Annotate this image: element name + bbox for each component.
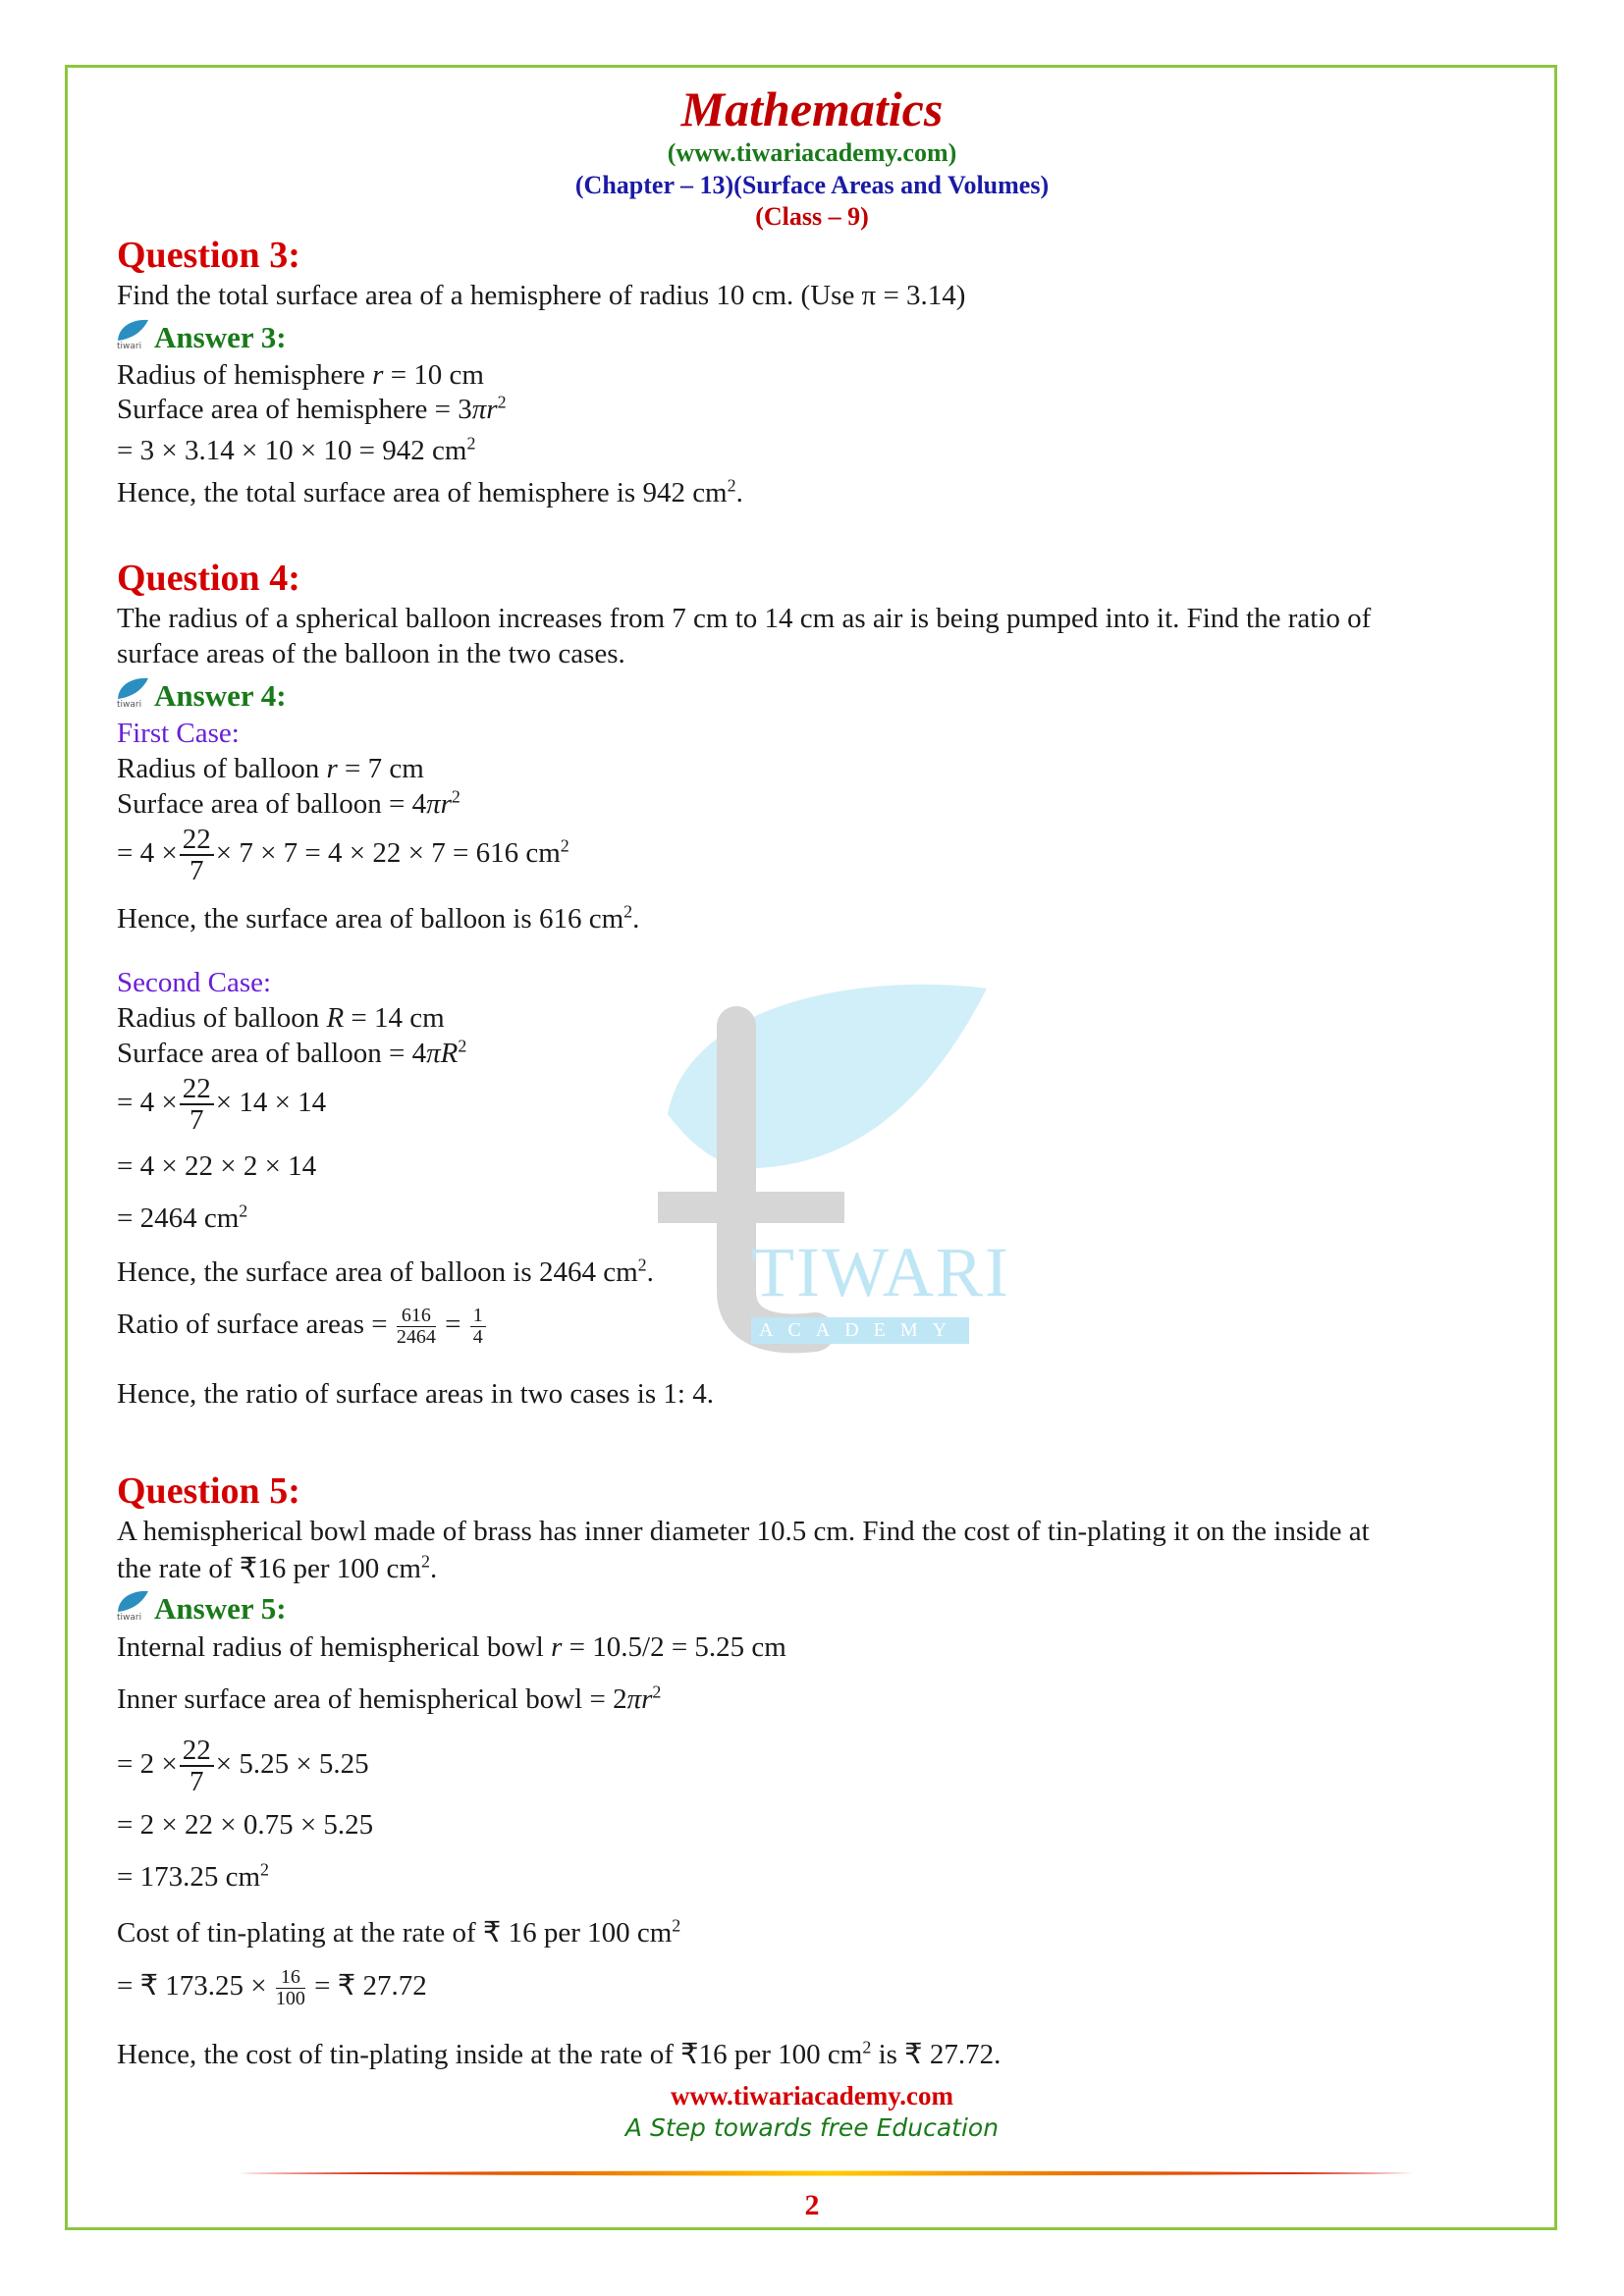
page-title: Mathematics — [680, 81, 944, 136]
answer-4-conclusion: Hence, the ratio of surface areas in two cases is 1: 4. — [117, 1378, 714, 1410]
question-5-text-line-2: the rate of ₹16 per 100 $cm^2$. — [117, 1551, 438, 1584]
second-case-line-2: Surface area of balloon = $4\pi R^2$ — [117, 1036, 467, 1069]
header-chapter: (Chapter – 13)(Surface Areas and Volumes) — [574, 171, 1050, 199]
question-4-heading: Question 4: — [117, 558, 300, 599]
page-number: 2 — [804, 2189, 820, 2221]
answer-5-line-5: = 173.25 $cm^2$ — [117, 1859, 270, 1893]
second-case-line-3: = 4 × $\frac{22}{7}$ × 14 × 14 — [117, 1073, 327, 1137]
answer-5-line-1: Internal radius of hemispherical bowl r = 10.5/2 = 5.25 cm — [117, 1631, 786, 1663]
answer-5-line-4: = 2 × 22 × 0.75 × 5.25 — [117, 1809, 374, 1841]
svg-text:tiwari: tiwari — [117, 1613, 142, 1622]
fraction: $\frac{22}{7}$ — [180, 825, 214, 886]
first-case-line-1: Radius of balloon r = 7 cm — [117, 753, 424, 784]
answer-5-line-2: Inner surface area of hemispherical bowl = $2\pi r^2$ — [117, 1682, 662, 1715]
watermark-sub: ACADEMY — [751, 1317, 969, 1344]
answer-5-heading: Answer 5: — [154, 1591, 287, 1626]
answer-5-line-3: = 2 × $\frac{22}{7}$ × 5.25 × 5.25 — [117, 1735, 369, 1798]
header-class: (Class – 9) — [755, 202, 869, 231]
tiwari-leaf-icon — [115, 675, 150, 709]
tiwari-leaf-icon — [115, 1588, 150, 1622]
watermark-brand: TIWARI — [751, 1233, 1010, 1311]
question-5-heading: Question 5: — [117, 1470, 300, 1512]
ratio-line: Ratio of surface areas = $\frac{616}{2464}$ = $\frac{1}{4}$ — [117, 1306, 488, 1348]
footer-divider — [239, 2169, 1413, 2177]
footer-tagline: A Step towards free Education — [624, 2113, 1000, 2142]
answer-5-line-7: = ₹ 173.25 × $\frac{16}{100}$ = ₹ 27.72 — [117, 1966, 427, 2009]
svg-text:tiwari: tiwari — [117, 342, 142, 350]
first-case-line-4: Hence, the surface area of balloon is 616 $cm^2$. — [117, 901, 640, 934]
first-case-label: First Case: — [117, 718, 240, 749]
tiwari-leaf-icon — [115, 317, 150, 350]
question-3-text: Find the total surface area of a hemisphere of radius 10 cm. (Use π = 3.14) — [117, 280, 966, 311]
fraction: $\frac{22}{7}$ — [180, 1074, 214, 1136]
question-3-heading: Question 3: — [117, 235, 300, 276]
header-website: (www.tiwariacademy.com) — [667, 138, 957, 167]
second-case-line-5: = 2464 $cm^2$ — [117, 1201, 248, 1234]
svg-text:tiwari: tiwari — [117, 700, 142, 709]
fraction: $\frac{22}{7}$ — [180, 1735, 214, 1797]
second-case-line-4: = 4 × 22 × 2 × 14 — [117, 1150, 317, 1182]
answer-3-line-4: Hence, the total surface area of hemisphere is 942 $cm^2$. — [117, 475, 743, 508]
question-5-text-line-1: A hemispherical bowl made of brass has inner diameter 10.5 cm. Find the cost of tin-plating it on the inside at — [117, 1516, 1370, 1547]
first-case-line-3: = 4 × $\frac{22}{7}$ × 7 × 7 = 4 × 22 × 7 = 616 $cm^2$ — [117, 824, 569, 887]
answer-3-line-1: Radius of hemisphere r = 10 cm — [117, 359, 484, 391]
footer-website-link[interactable]: www.tiwariacademy.com — [671, 2081, 953, 2110]
answer-4-heading: Answer 4: — [154, 678, 287, 713]
second-case-line-1: Radius of balloon R = 14 cm — [117, 1002, 445, 1034]
answer-3-line-2: Surface area of hemisphere = $3\pi r^2$ — [117, 392, 507, 425]
answer-5-line-6: Cost of tin-plating at the rate of ₹ 16 per 100 $cm^2$ — [117, 1915, 681, 1949]
second-case-line-6: Hence, the surface area of balloon is 2464 $cm^2$. — [117, 1255, 654, 1288]
second-case-label: Second Case: — [117, 967, 272, 998]
answer-3-heading: Answer 3: — [154, 320, 287, 354]
question-4-text-line-2: surface areas of the balloon in the two cases. — [117, 638, 625, 669]
answer-5-line-8: Hence, the cost of tin-plating inside at the rate of ₹16 per 100 $cm^2$ is ₹ 27.72. — [117, 2037, 1001, 2070]
question-4-text-line-1: The radius of a spherical balloon increases from 7 cm to 14 cm as air is being pumped into it. Find the ratio of — [117, 603, 1372, 634]
first-case-line-2: Surface area of balloon = $4\pi r^2$ — [117, 786, 460, 820]
answer-3-line-3: = 3 × 3.14 × 10 × 10 = 942 $cm^2$ — [117, 433, 476, 466]
